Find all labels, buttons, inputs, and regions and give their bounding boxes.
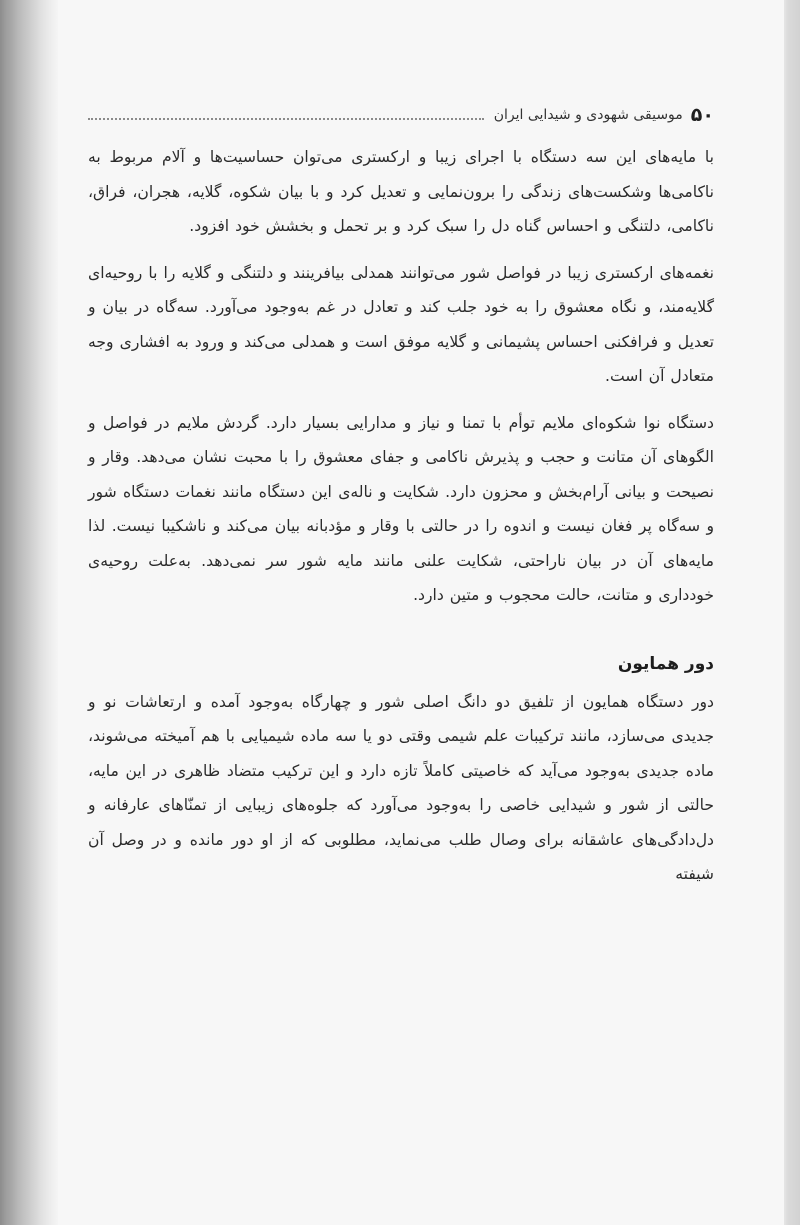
page-edge-shadow bbox=[784, 0, 800, 1225]
dotted-leader-rule bbox=[88, 118, 484, 120]
book-binding-shadow bbox=[0, 0, 58, 1225]
book-page bbox=[88, 0, 714, 1225]
body-text bbox=[88, 140, 714, 904]
book-title: موسیقی شهودی و شیدایی ایران bbox=[493, 107, 683, 123]
page-number: ۵۰ bbox=[690, 104, 714, 126]
paragraph: با مایه‌های این سه دستگاه با اجرای زیبا و ارکستری می‌توان حساسیت‌ها و آلام مربوط به ناکامی‌ها وشکست‌های زندگی را برون‌نمایی و تعدیل کرد و با بیان شکوه، گلایه، هجران، فراق، ناکامی، دلتنگی و احساس گناه دل را سبک کرد و بر تحمل و بخشش خود افزود. bbox=[88, 148, 714, 235]
section-heading: دور همایون bbox=[617, 653, 714, 674]
paragraph: دستگاه نوا شکوه‌ای ملایم توأم با تمنا و نیاز و مدارایی بسیار دارد. گردش ملایم در فواصل و الگوهای آن متانت و حجب و پذیرش ناکامی و جفای معشوق را با محبت نشان می‌دهد. وقار و نصیحت و بیانی آرام‌بخش و محزون دارد. شکایت و ناله‌ی این دستگاه مانند نغمات دستگاه شور و سه‌گاه پر فغان نیست و اندوه را در حالتی با وقار و مؤدبانه بیان می‌کند و ناشکیبا نیست. لذا مایه‌های آن در بیان ناراحتی، شکایت علنی مانند مایه شور سر نمی‌دهد. به‌علت روحیه‌ی خودداری و متانت، حالت محجوب و متین دارد. bbox=[88, 413, 714, 604]
running-header bbox=[88, 100, 714, 130]
paragraph: نغمه‌های ارکستری زیبا در فواصل شور می‌توانند همدلی بیافرینند و دلتنگی و گلایه را با روحیه‌ای گلایه‌مند، و نگاه معشوق را به خود جلب کند و تعادل در غم به‌وجود می‌آورد. سه‌گاه در بیان و تعدیل و فرافکنی احساس پشیمانی و گلایه موفق است و همدلی می‌کند و ورود به افشاری وجه متعادل آن است. bbox=[88, 263, 714, 385]
section-paragraph: دور دستگاه همایون از تلفیق دو دانگ اصلی شور و چهارگاه به‌وجود آمده و ارتعاشات نو و جدیدی می‌سازد، مانند ترکیبات علم شیمی وقتی دو یا سه ماده شیمیایی با هم آمیخته می‌شوند، ماده جدیدی به‌وجود می‌آید که خاصیتی کاملاً تازه دارد و این ترکیب متضاد ظاهری در این مایه، حالتی از شور و شیدایی خاصی را به‌وجود می‌آورد که جلوه‌های زیبایی از تمنّاهای عارفانه و دل‌دادگی‌های عاشقانه برای وصال طلب می‌نماید، مطلوبی که از او دور مانده و در وصل آن شیفته bbox=[88, 692, 714, 883]
